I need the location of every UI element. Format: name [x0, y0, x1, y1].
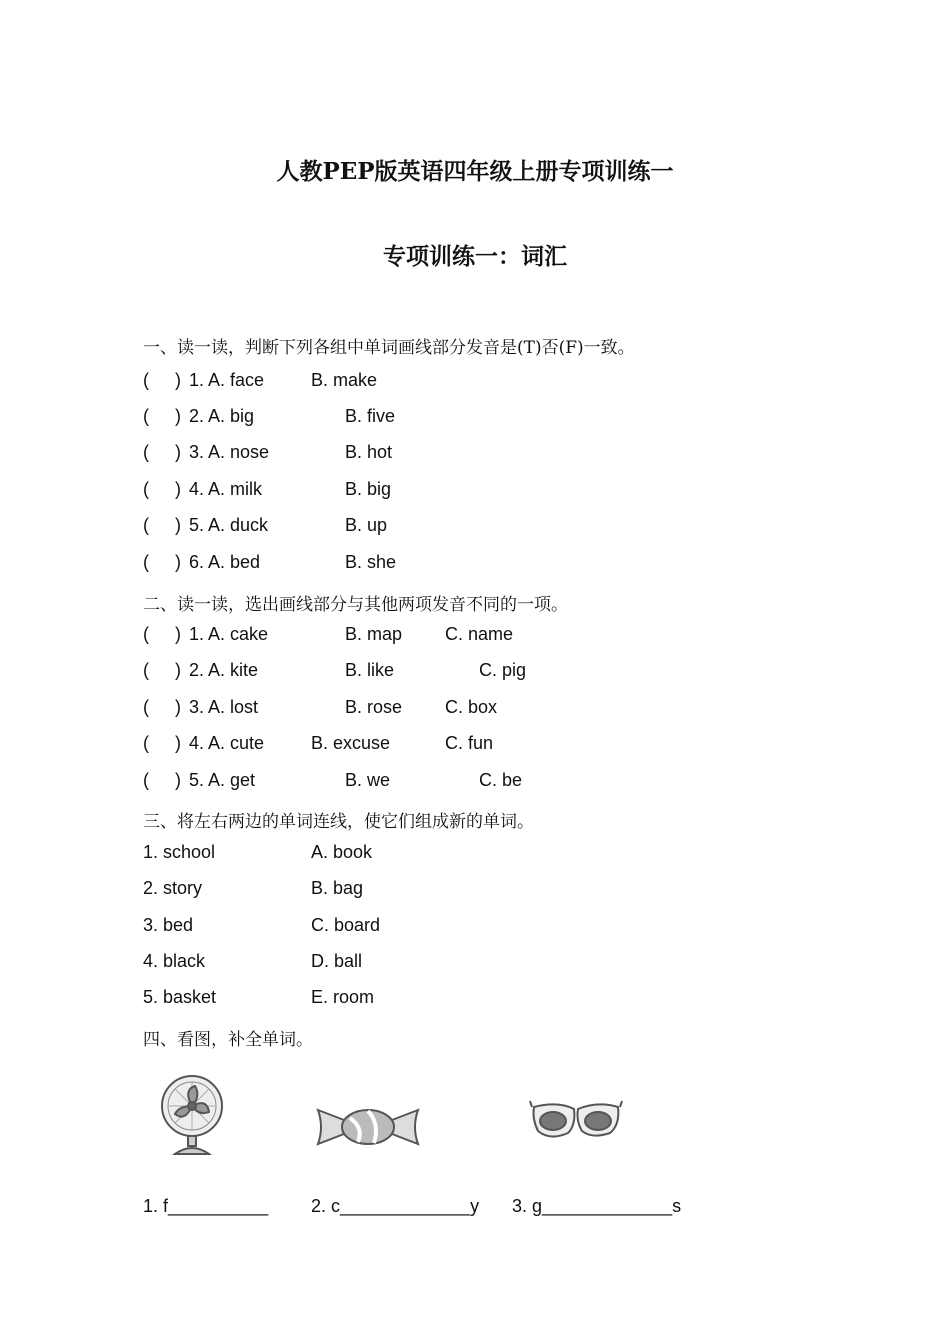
option-a: 4. A. cute [189, 733, 265, 753]
bracket-open: ( [143, 624, 149, 644]
option-b: B. hot [345, 442, 393, 462]
bracket-close: ) [175, 733, 181, 753]
left-word: 3. bed [143, 915, 194, 935]
blank-2[interactable]: 2. c_____________y [311, 1196, 480, 1216]
option-a: 4. A. milk [189, 479, 263, 499]
bracket-close: ) [175, 406, 181, 426]
bracket-open: ( [143, 660, 149, 680]
section-1-heading: 一、读一读，判断下列各组中单词画线部分发音是(T)否(F)一致。 [143, 338, 635, 358]
bracket-close: ) [175, 515, 181, 535]
section-4-heading: 四、看图，补全单词。 [143, 1030, 313, 1050]
option-b: B. up [345, 515, 388, 535]
bracket-open: ( [143, 515, 149, 535]
option-a: 5. A. get [189, 770, 256, 790]
left-word: 2. story [143, 878, 203, 898]
option-c: C. box [445, 697, 498, 717]
option-c: C. fun [445, 733, 494, 753]
section-3-heading: 三、将左右两边的单词连线，使它们组成新的单词。 [143, 812, 534, 832]
option-b: B. big [345, 479, 392, 499]
bracket-close: ) [175, 442, 181, 462]
page-subtitle: 专项训练一：词汇 [383, 243, 567, 270]
bracket-open: ( [143, 370, 149, 390]
option-b: B. she [345, 552, 397, 572]
bracket-open: ( [143, 733, 149, 753]
left-word: 4. black [143, 951, 206, 971]
bracket-close: ) [175, 624, 181, 644]
bracket-close: ) [175, 552, 181, 572]
option-b: B. like [345, 660, 395, 680]
bracket-open: ( [143, 479, 149, 499]
bracket-close: ) [175, 660, 181, 680]
bracket-open: ( [143, 442, 149, 462]
bracket-close: ) [175, 370, 181, 390]
option-b: B. five [345, 406, 396, 426]
option-a: 1. A. face [189, 370, 265, 390]
option-b: B. map [345, 624, 403, 644]
bracket-close: ) [175, 697, 181, 717]
option-b: B. rose [345, 697, 403, 717]
bracket-open: ( [143, 697, 149, 717]
option-a: 2. A. big [189, 406, 255, 426]
bracket-close: ) [175, 770, 181, 790]
left-word: 1. school [143, 842, 216, 862]
blank-1[interactable]: 1. f__________ [143, 1196, 269, 1216]
fan-picture [155, 1068, 231, 1156]
blank-3[interactable]: 3. g_____________s [512, 1196, 682, 1216]
right-word: C. board [311, 915, 381, 935]
option-a: 3. A. nose [189, 442, 270, 462]
bracket-open: ( [143, 406, 149, 426]
option-a: 3. A. lost [189, 697, 259, 717]
option-b: B. we [345, 770, 391, 790]
option-c: C. pig [479, 660, 527, 680]
left-word: 5. basket [143, 987, 217, 1007]
bracket-close: ) [175, 479, 181, 499]
bracket-open: ( [143, 552, 149, 572]
bracket-open: ( [143, 770, 149, 790]
option-a: 5. A. duck [189, 515, 269, 535]
option-a: 6. A. bed [189, 552, 261, 572]
right-word: E. room [311, 987, 375, 1007]
option-c: C. name [445, 624, 514, 644]
option-c: C. be [479, 770, 523, 790]
right-word: A. book [311, 842, 373, 862]
page-title: 人教PEP版英语四年级上册专项训练一 [276, 158, 674, 185]
right-word: D. ball [311, 951, 363, 971]
option-b: B. make [311, 370, 378, 390]
section-2-heading: 二、读一读，选出画线部分与其他两项发音不同的一项。 [143, 595, 568, 615]
candy-picture [314, 1100, 422, 1152]
option-b: B. excuse [311, 733, 391, 753]
option-a: 1. A. cake [189, 624, 269, 644]
option-a: 2. A. kite [189, 660, 259, 680]
glasses-picture [528, 1095, 624, 1147]
right-word: B. bag [311, 878, 364, 898]
